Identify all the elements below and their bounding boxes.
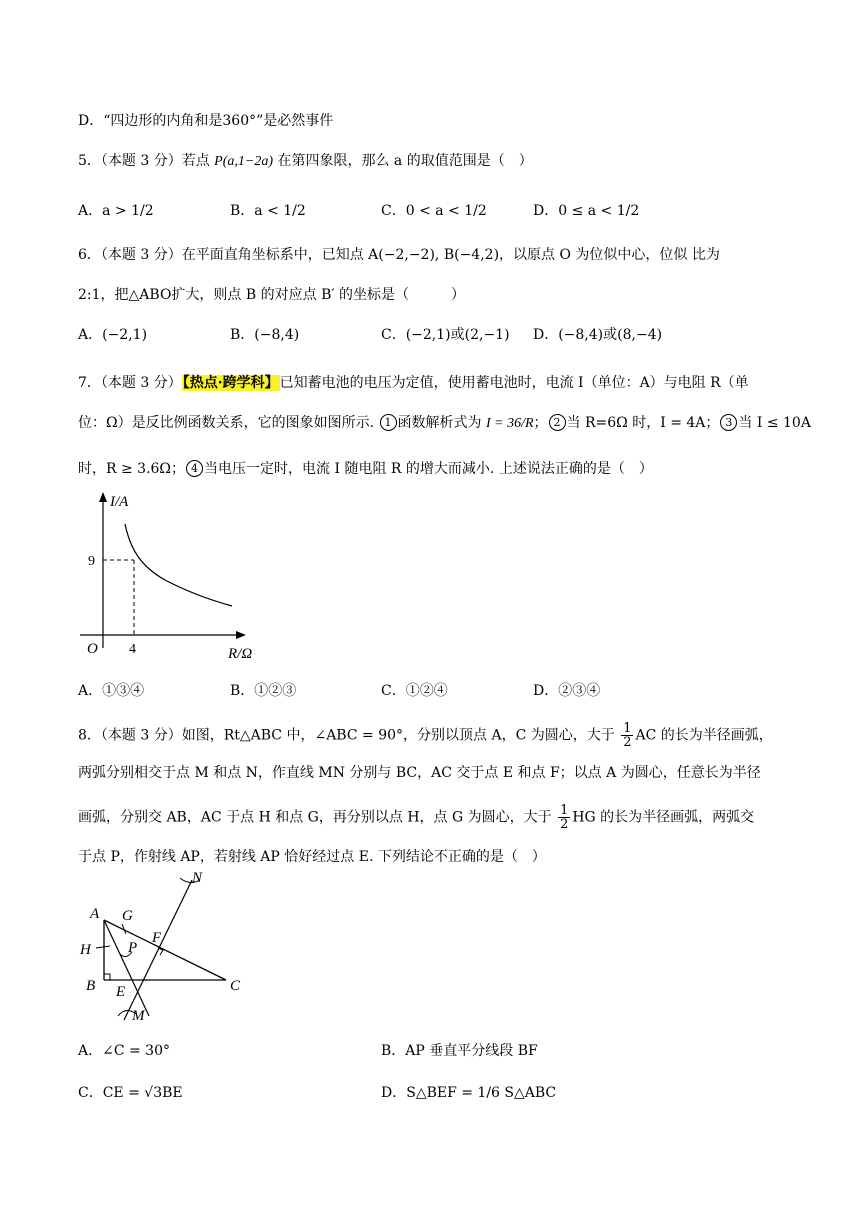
x-axis-label: R/Ω (228, 646, 253, 662)
q5-option-d: D．0 ≤ a < 1/2 (533, 203, 640, 219)
q8-option-d: D．S△BEF = 1/6 S△ABC (381, 1085, 557, 1101)
q7-line2-a: 位：Ω）是反比例函数关系，它的图象如图所示. (78, 415, 379, 431)
q7-line2-c: ； (533, 415, 548, 431)
q8-line1 (78, 722, 773, 749)
q7-line2 (78, 412, 811, 435)
y-axis-label: I/A (110, 494, 129, 510)
q5-stem (78, 150, 533, 173)
label-p: P (128, 940, 138, 956)
q8-option-b: B．AP 垂直平分线段 BF (381, 1043, 538, 1059)
q7-inverse-graph (70, 488, 270, 668)
q5-option-b: B．a < 1/2 (230, 203, 306, 219)
q8-line4: 于点 P，作射线 AP，若射线 AP 恰好经过点 E. 下列结论不正确的是（ ） (78, 849, 546, 865)
q6-option-d: D．(−8,4)或(8,−4) (533, 327, 663, 343)
q7-option-d: D．②③④ (533, 683, 601, 699)
label-m: M (132, 1008, 145, 1024)
q5-option-c: C．0 < a < 1/2 (381, 203, 487, 219)
q8-geometry-figure (74, 868, 254, 1028)
label-h: H (80, 942, 91, 958)
x-tick-label: 4 (129, 642, 136, 657)
label-b: B (86, 978, 96, 994)
q7-line1 (78, 372, 749, 394)
q8-line1-b: AC 的长为半径画弧， (635, 727, 773, 744)
x-axis-arrow (236, 631, 246, 639)
label-e: E (116, 984, 126, 1000)
q8-line3-b: HG 的长为半径画弧，两弧交 (572, 809, 755, 826)
q4-option-d: D．“四边形的内角和是360°”是必然事件 (78, 113, 334, 129)
origin-label: O (87, 641, 98, 657)
q7-tag-badge: 【热点·跨学科】 (182, 375, 279, 391)
segment-ac (104, 920, 226, 980)
q8-option-c: C．CE = √3BE (78, 1085, 183, 1101)
circled-4-icon: 4 (186, 460, 203, 477)
q7-line2-b: 函数解析式为 (397, 415, 486, 431)
q8-line1-a: 8．（本题 3 分）如图，Rt△ABC 中，∠ABC = 90°，分别以顶点 A，C 为圆心，大于 (78, 727, 620, 744)
q7-line1-rest: 已知蓄电池的电压为定值，使用蓄电池时，电流 I（单位：A）与电阻 R（单 (279, 375, 749, 391)
circled-3-icon: 3 (720, 414, 737, 431)
label-a: A (90, 906, 100, 922)
label-n: N (192, 870, 203, 886)
q7-option-a: A．①③④ (78, 683, 145, 699)
right-angle-b (104, 974, 110, 980)
q7-option-b: B．①②③ (230, 683, 297, 699)
q8-line3-a: 画弧，分别交 AB，AC 于点 H 和点 G，再分别以点 H，点 G 为圆心，大于 (78, 809, 557, 826)
label-c: C (230, 978, 241, 994)
y-axis-arrow (99, 492, 107, 502)
q5-stem-pre: 5．（本题 3 分）若点 (78, 153, 215, 169)
q7-line2-d: 当 R=6Ω 时，I = 4A； (566, 415, 720, 431)
q7-formula: I = 36/R (485, 416, 534, 431)
q7-prefix: 7．（本题 3 分） (78, 375, 182, 391)
q7-line2-e: 当 I ≤ 10A (738, 415, 811, 431)
q8-line3 (78, 804, 754, 831)
label-f: F (152, 930, 162, 946)
y-tick-label: 9 (88, 554, 95, 569)
q7-line3-b: 当电压一定时，电流 I 随电阻 R 的增大而减小. 上述说法正确的是（ ） (204, 461, 653, 477)
q6-option-b: B．(−8,4) (230, 327, 300, 343)
q7-option-c: C．①②④ (381, 683, 448, 699)
q7-line3-a: 时，R ≥ 3.6Ω； (78, 461, 186, 477)
q8-half-fraction-2: $\frac{1}{2}$ (560, 803, 569, 832)
q6-option-c: C．(−2,1)或(2,−1) (381, 327, 510, 343)
q6-option-a: A．(−2,1) (78, 327, 148, 343)
circled-1-icon: 1 (380, 414, 397, 431)
q6-line2: 2:1，把△ABO扩大，则点 B 的对应点 B′ 的坐标是（ ） (78, 287, 465, 303)
circled-2-icon: 2 (549, 414, 566, 431)
label-g: G (122, 908, 133, 924)
q5-point: P(a,1−2a) (214, 154, 273, 169)
q5-option-a: A．a > 1/2 (78, 203, 154, 219)
q6-line1: 6．（本题 3 分）在平面直角坐标系中，已知点 A(−2,−2), B(−4,2)，以原点 O 为位似中心，位似 比为 (78, 247, 720, 263)
q5-stem-post: 在第四象限，那么 a 的取值范围是（ ） (273, 153, 533, 169)
q8-line2: 两弧分别相交于点 M 和点 N，作直线 MN 分别与 BC，AC 交于点 E 和点 F；以点 A 为圆心，任意长为半径 (78, 765, 761, 781)
arc-h (96, 946, 110, 948)
q8-half-fraction: $\frac{1}{2}$ (623, 721, 632, 750)
inverse-curve (125, 524, 232, 606)
q7-line3 (78, 458, 653, 480)
q8-option-a: A．∠C = 30° (78, 1043, 170, 1059)
ray-ap (104, 920, 149, 1016)
